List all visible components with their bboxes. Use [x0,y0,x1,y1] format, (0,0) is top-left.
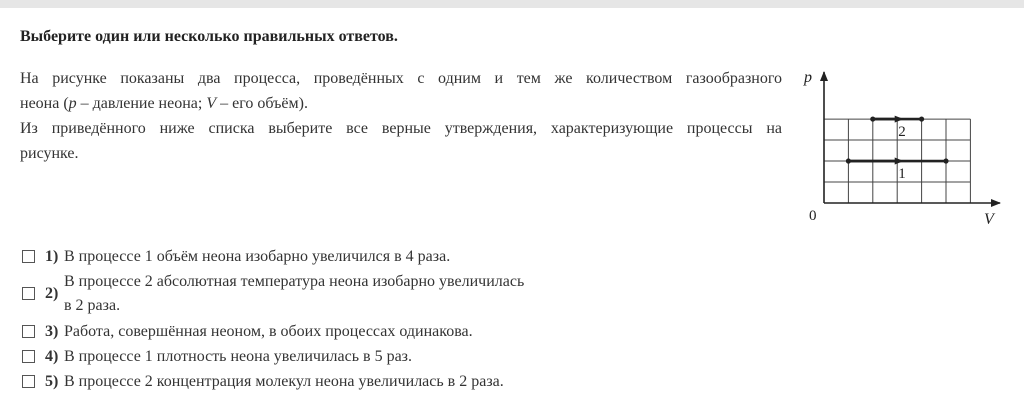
option-5-number: 5) [45,373,59,390]
p-axis-label: p [804,69,812,86]
option-2-checkbox[interactable] [22,287,35,300]
process-1-label: 1 [898,166,906,183]
pv-diagram [800,66,1010,231]
option-2-number: 2) [45,285,59,302]
question-line-2-post: – его объём). [216,95,308,112]
pressure-symbol: p [68,95,77,112]
volume-symbol: V [206,95,217,112]
process-1-end-point [943,158,948,163]
option-3-text: Работа, совершённая неоном, в обоих процессах одинакова. [64,323,473,340]
instruction-text: Выберите один или несколько правильных ответов. [20,28,398,45]
option-3-number: 3) [45,323,59,340]
origin-label: 0 [809,208,817,224]
option-1-text: В процессе 1 объём неона изобарно увеличился в 4 раза. [64,248,451,265]
process-1-start-point [846,158,851,163]
option-4-number: 4) [45,348,59,365]
option-5-checkbox[interactable] [22,375,35,388]
v-axis-label: V [984,211,994,228]
process-2-label: 2 [898,124,906,141]
option-1-checkbox[interactable] [22,250,35,263]
question-line-4: рисунке. [20,145,79,162]
question-line-1: На рисунке показаны два процесса, проведённых с одним и тем же количеством газообразного [20,70,782,87]
question-line-2-pre: неона ( [20,95,69,112]
question-line-3: Из приведённого ниже списка выберите все верные утверждения, характеризующие процессы на [20,120,782,137]
option-4-text: В процессе 1 плотность неона увеличилась в 5 раз. [64,348,412,365]
option-3-checkbox[interactable] [22,325,35,338]
option-4-checkbox[interactable] [22,350,35,363]
question-line-2-mid: – давление неона; [76,95,207,112]
option-2-text: В процессе 2 абсолютная температура неона изобарно увеличилась [64,273,525,290]
question-text [20,66,782,166]
option-1-number: 1) [45,248,59,265]
process-2-end-point [919,116,924,121]
option-2-text-continued: в 2 раза. [64,297,121,314]
option-5-text: В процессе 2 концентрация молекул неона увеличилась в 2 раза. [64,373,504,390]
question-line-2 [20,91,782,116]
process-2-start-point [870,116,875,121]
top-bar [0,0,1024,8]
